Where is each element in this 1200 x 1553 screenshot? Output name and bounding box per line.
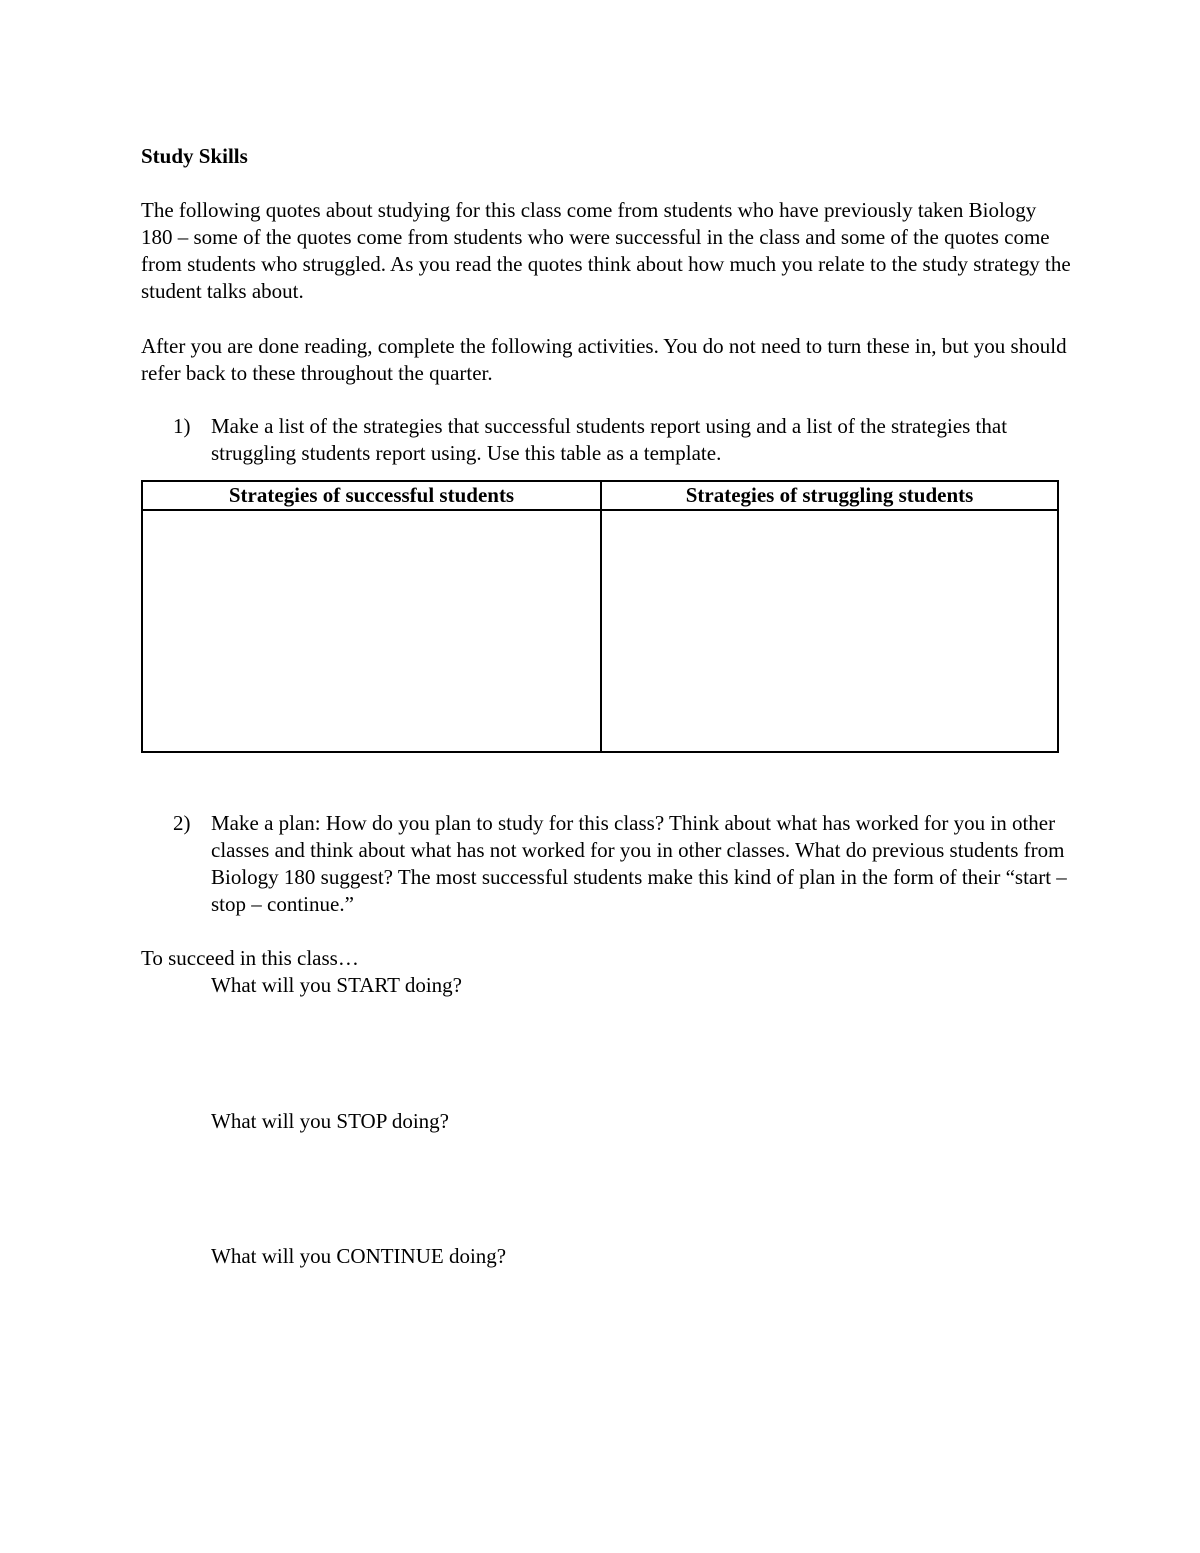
intro-paragraph: The following quotes about studying for this class come from students who have previously taken Biology 180 – some of the quotes come from students who were successful in the class and some of the quotes come from students who struggled. As you read the quotes think about how much you relate to the study strategy the student talks about. (141, 198, 1071, 303)
table-cell-struggling[interactable] (602, 511, 1057, 751)
continue-prompt: What will you CONTINUE doing? (211, 1244, 507, 1268)
item-1-number: 1) (173, 414, 191, 438)
strategies-table (141, 480, 1059, 753)
start-prompt: What will you START doing? (211, 973, 462, 997)
item-2-number: 2) (173, 811, 191, 835)
item-1-text: Make a list of the strategies that successful students report using and a list of the strategies that struggling students report using. Use this table as a template. (211, 414, 1008, 465)
succeed-intro: To succeed in this class… (141, 946, 359, 970)
instructions-paragraph: After you are done reading, complete the following activities. You do not need to turn these in, but you should refer back to these throughout the quarter. (141, 334, 1067, 385)
item-2-text: Make a plan: How do you plan to study for this class? Think about what has worked for you in other classes and think about what has not worked for you in other classes. What do previous students from Biology 180 suggest? The most successful students make this kind of plan in the form of their “start – stop – continue.” (211, 811, 1067, 916)
table-cell-successful[interactable] (143, 511, 600, 751)
stop-prompt: What will you STOP doing? (211, 1109, 449, 1133)
table-header-struggling: Strategies of struggling students (685, 483, 974, 507)
table-header-successful: Strategies of successful students (228, 483, 515, 507)
document-title: Study Skills (141, 144, 248, 168)
